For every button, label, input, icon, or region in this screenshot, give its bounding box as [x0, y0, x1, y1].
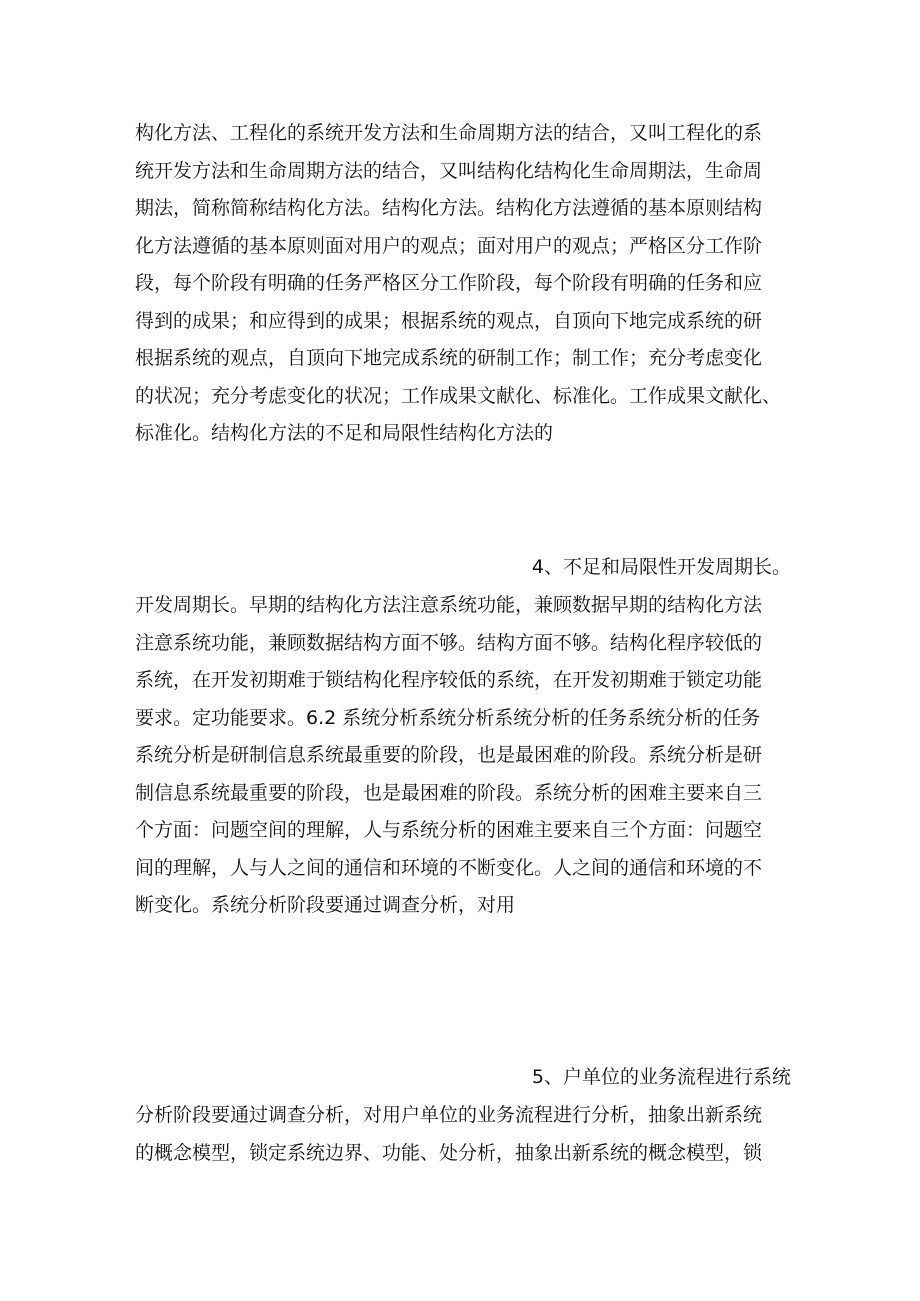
- text-line: 分析阶段要通过调查分析，对用户单位的业务流程进行分析，抽象出新系统: [135, 1104, 763, 1126]
- text-line: 要求。定功能要求。6.2 系统分析系统分析系统分析的任务系统分析的任务: [135, 706, 761, 729]
- text-line: 段，每个阶段有明确的任务严格区分工作阶段，每个阶段有明确的任务和应: [135, 272, 763, 294]
- section-heading-4: 4、不足和局限性开发周期长。: [531, 556, 791, 578]
- text-line: 得到的成果；和应得到的成果；根据系统的观点，自顶向下地完成系统的研: [135, 309, 763, 332]
- text-line: 期法，简称简称结构化方法。结构化方法。结构化方法遵循的基本原则结构: [135, 197, 763, 219]
- text-line: 个方面：问题空间的理解，人与系统分析的困难主要来自三个方面：问题空: [135, 819, 763, 841]
- section-heading-5: 5、户单位的业务流程进行系统: [531, 1066, 791, 1088]
- text-line: 制信息系统最重要的阶段，也是最困难的阶段。系统分析的困难主要来自三: [135, 781, 763, 804]
- text-line: 化方法遵循的基本原则面对用户的观点；面对用户的观点；严格区分工作阶: [135, 234, 763, 257]
- text-line: 系统，在开发初期难于锁结构化程序较低的系统，在开发初期难于锁定功能: [135, 669, 763, 691]
- text-line: 系统分析是研制信息系统最重要的阶段，也是最困难的阶段。系统分析是研: [135, 744, 763, 766]
- paragraph-structured-method: [135, 115, 791, 453]
- text-line: 统开发方法和生命周期方法的结合，又叫结构化结构化生命周期法，生命周: [135, 159, 763, 182]
- paragraph-business-process: [135, 1097, 791, 1172]
- text-line: 的概念模型，锁定系统边界、功能、处分析，抽象出新系统的概念模型，锁: [135, 1141, 763, 1164]
- text-line: 构化方法、工程化的系统开发方法和生命周期方法的结合，又叫工程化的系: [135, 122, 763, 144]
- text-line: 根据系统的观点，自顶向下地完成系统的研制工作；制工作；充分考虑变化: [135, 347, 763, 369]
- text-line: 的状况；充分考虑变化的状况；工作成果文献化、标准化。工作成果文献化、: [135, 384, 782, 407]
- text-line: 间的理解，人与人之间的通信和环境的不断变化。人之间的通信和环境的不: [135, 856, 763, 879]
- text-line: 注意系统功能，兼顾数据结构方面不够。结构方面不够。结构化程序较低的: [135, 631, 763, 654]
- text-line: 标准化。结构化方法的不足和局限性结构化方法的: [135, 422, 554, 444]
- text-line: 开发周期长。早期的结构化方法注意系统功能，兼顾数据早期的结构化方法: [135, 594, 763, 616]
- text-line: 断变化。系统分析阶段要通过调查分析，对用: [135, 894, 516, 916]
- paragraph-system-analysis: [135, 587, 791, 925]
